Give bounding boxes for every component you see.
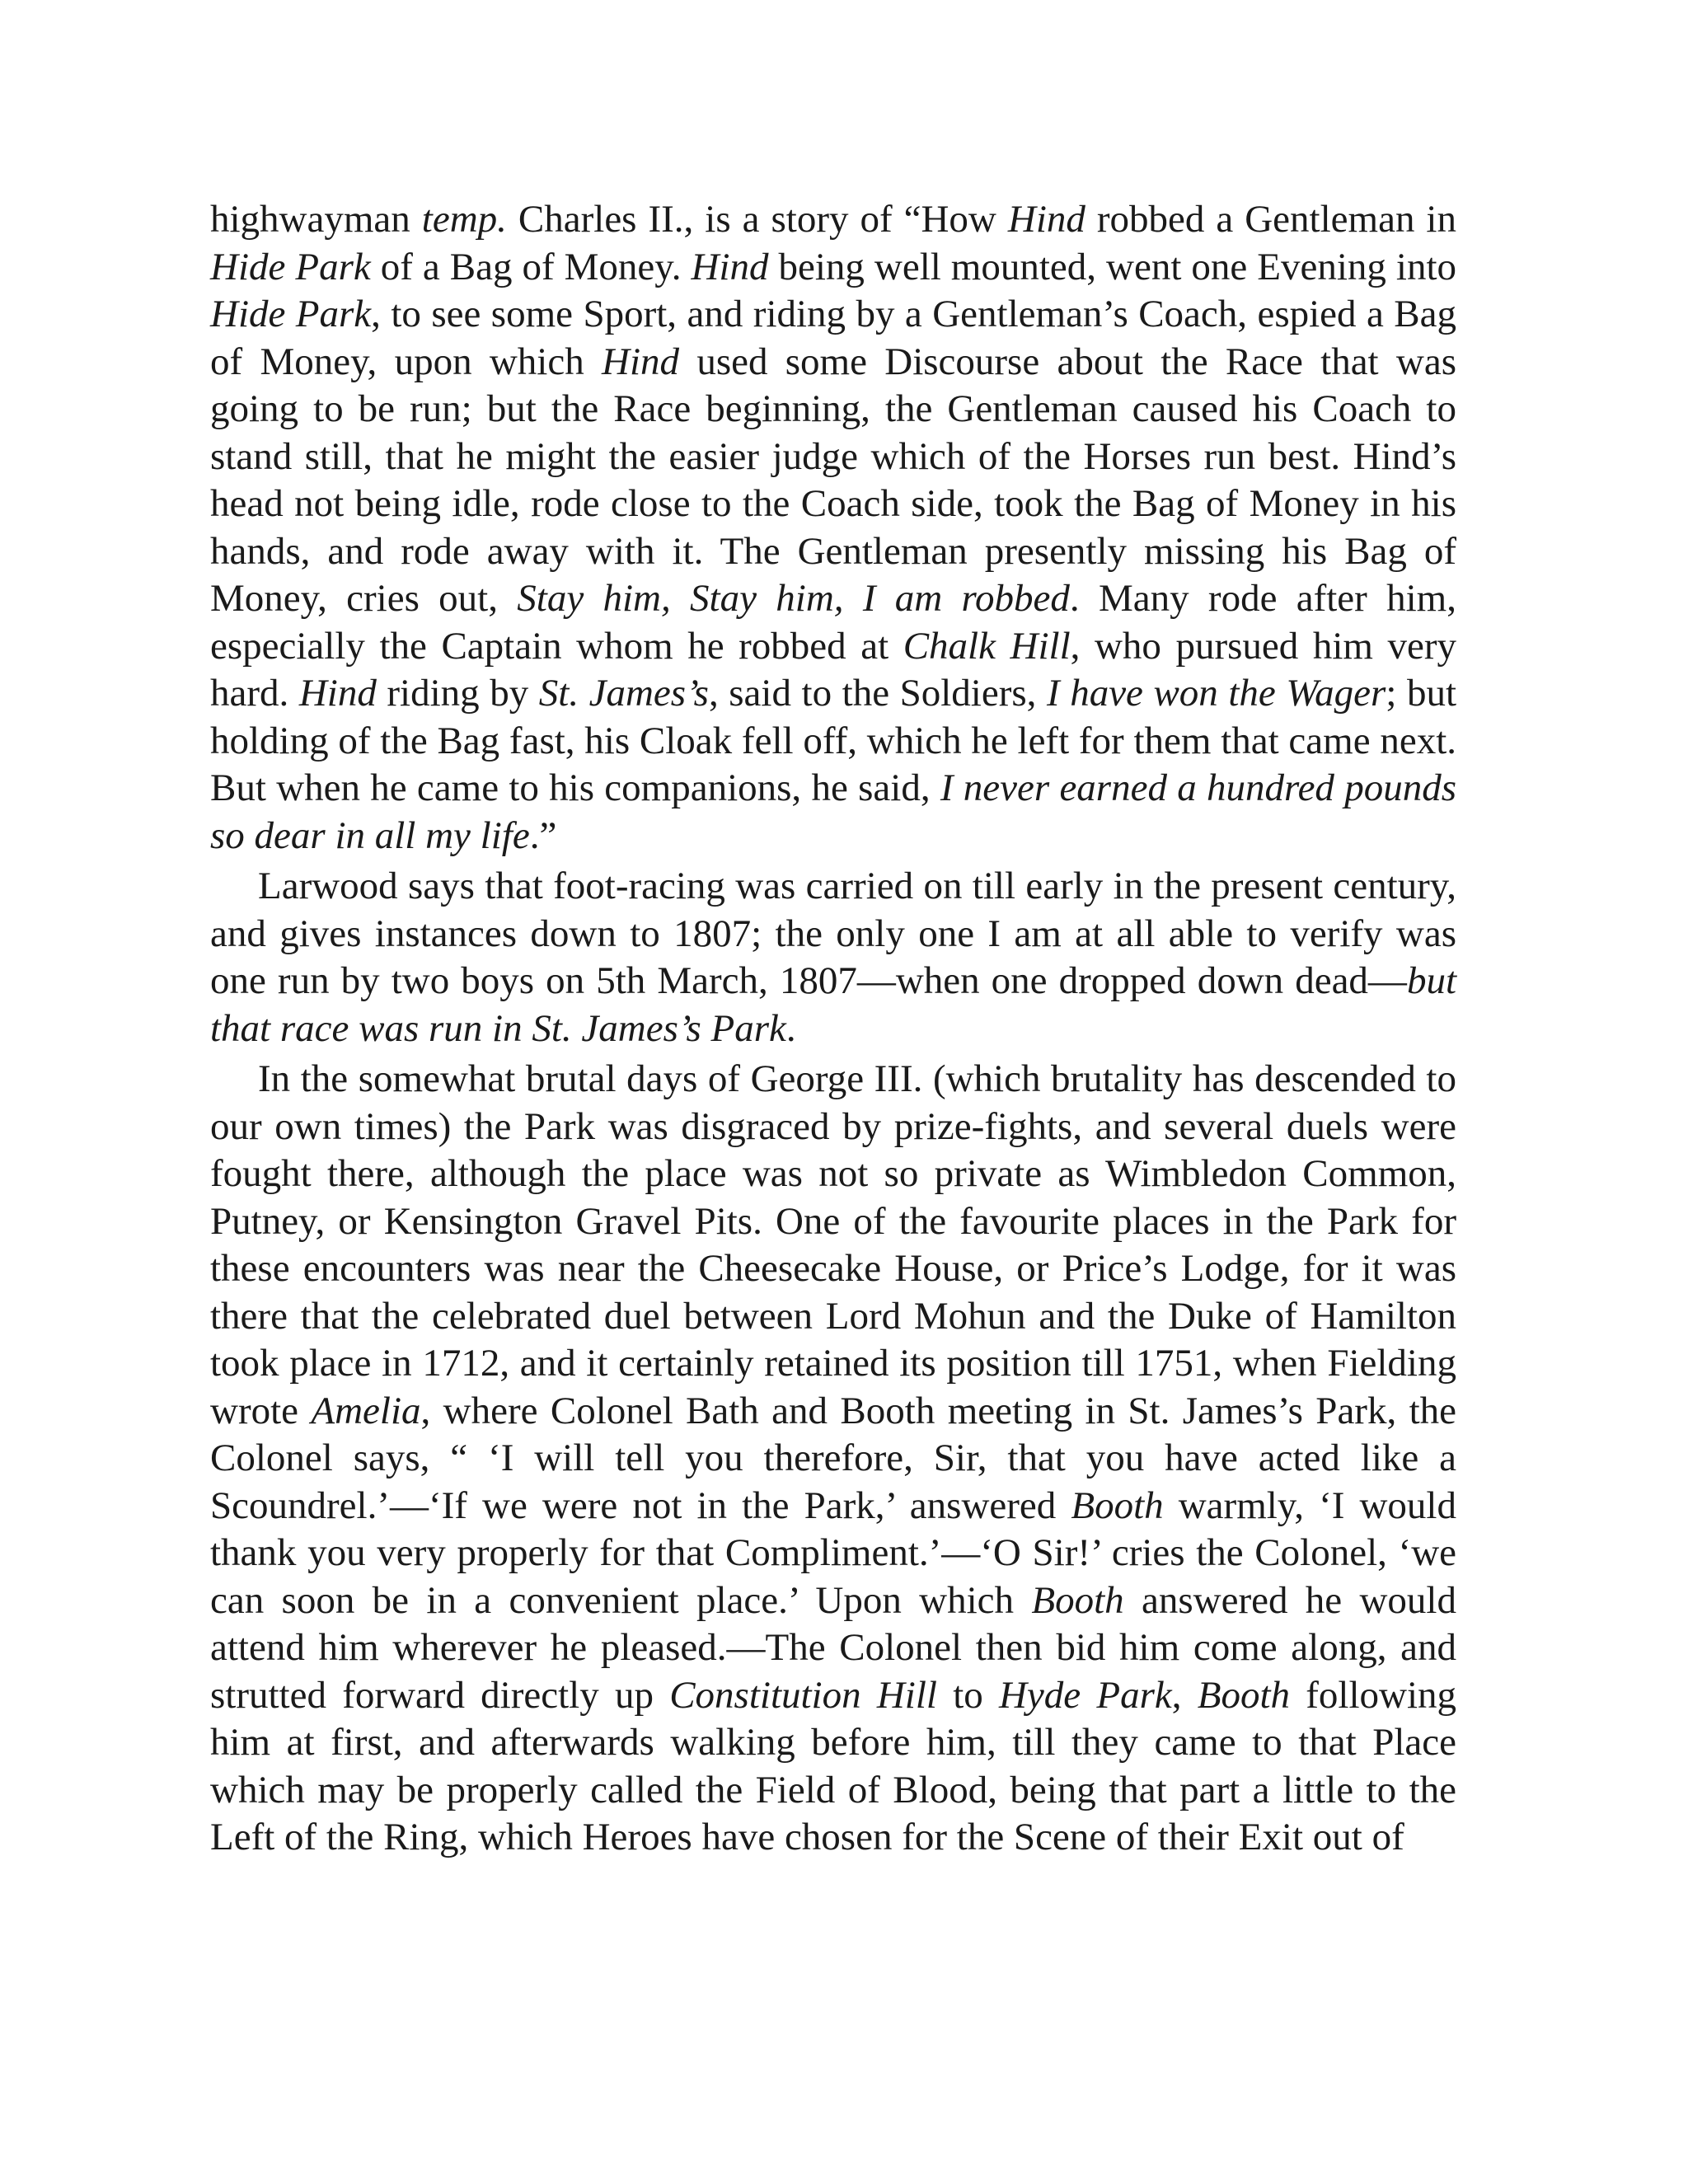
italic-text-run: I have won the Wager (1046, 672, 1386, 715)
italic-text-run: Hind (602, 340, 680, 383)
italic-text-run: Hind (298, 672, 377, 715)
italic-text-run: Hind (1007, 198, 1085, 241)
text-run: , said to the Soldiers, (708, 672, 1047, 715)
italic-text-run: Hind (691, 245, 769, 288)
italic-text-run: but that race was run in St. James’s Park (210, 959, 1456, 1050)
text-run: ; but holding of the Bag fast, his Cloak fell off, which he left for them that came next. But when he came to his companions, he said, (210, 672, 1456, 809)
text-run: .” (529, 813, 557, 857)
text-run: Charles II., is a story of “How (506, 198, 1008, 241)
text-run: , (1171, 1673, 1198, 1717)
text-run: answered he would attend him wherever he pleased.—The Colonel then bid him come along, and strutted forward directly up (210, 1578, 1456, 1717)
italic-text-run: Hyde Park (998, 1673, 1172, 1717)
text-run: . (785, 1006, 796, 1050)
text-run: used some Discourse about the Race that was going to be run; but the Race beginning, the Gentleman caused his Coach to stand still, that he might the easier judge which of the Horses run best. Hind’s head not being idle, rode close to the Coach side, took the Bag of Money in his hands, and rode away with it. The Gentleman presently missing his Bag of Money, cries out, (210, 340, 1456, 620)
text-run: being well mounted, went one Evening into (768, 245, 1456, 288)
text-run: robbed a Gentleman in (1085, 198, 1456, 241)
italic-text-run: Constitution Hill (669, 1673, 937, 1717)
text-run: In the somewhat brutal days of George III. (which brutality has descended to our own times) the Park was disgraced by prize-fights, and several duels were fought there, although the place was not so private as Wimbledon Common, Putney, or Kensington Gravel Pits. One of the favourite places in the Park for these encounters was near the Cheesecake House, or Price’s Lodge, for it was there that the celebrated duel between Lord Mohun and the Duke of Hamilton took place in 1712, and it certainly retained its position till 1751, when Fielding wrote (210, 1057, 1456, 1432)
body-text (210, 196, 1456, 1862)
italic-text-run: Amelia (311, 1389, 421, 1432)
text-run: Larwood says that foot-racing was carried on till early in the present century, and gives instances down to 1807; the only one I am at all able to verify was one run by two boys on 5th March, 1807—when one dropped down dead— (210, 865, 1456, 1002)
text-run: . Many rode after him, especially the Captain whom he robbed at (210, 577, 1456, 668)
text-run: following him at first, and afterwards walking before him, till they came to that Place which may be properly called the Field of Blood, being that part a little to the Left of the Ring, which Heroes have chosen for the Scene of their Exit out of (210, 1673, 1457, 1858)
text-run: , who pursued him very hard. (210, 624, 1457, 715)
italic-text-run: Hide Park (210, 245, 371, 288)
paragraph-duels (210, 1056, 1456, 1862)
italic-text-run: Stay him, Stay him, I am robbed (517, 577, 1070, 620)
paragraph-hind-story (210, 196, 1456, 860)
text-run: , to see some Sport, and riding by a Gentleman’s Coach, espied a Bag of Money, upon which (210, 293, 1456, 383)
italic-text-run: Hide Park (210, 293, 372, 335)
text-run: riding by (376, 672, 539, 715)
italic-text-run: Chalk Hill (903, 624, 1071, 668)
text-run: warmly, ‘I would thank you very properly for that Compliment.’—‘O Sir!’ cries the Colonel, ‘we can soon be in a convenient place.’ Upon which (210, 1483, 1456, 1622)
italic-text-run: temp. (421, 198, 507, 241)
italic-text-run: I never earned a hundred pounds so dear in all my life (210, 766, 1456, 857)
italic-text-run: Booth (1197, 1673, 1291, 1717)
paragraph-foot-racing (210, 863, 1456, 1052)
text-run: highwayman (210, 198, 422, 241)
italic-text-run: Booth (1071, 1483, 1164, 1527)
text-run: of a Bag of Money. (370, 245, 692, 288)
text-run: to (936, 1673, 999, 1717)
italic-text-run: St. James’s (538, 672, 709, 715)
italic-text-run: Booth (1031, 1578, 1124, 1622)
text-run: , where Colonel Bath and Booth meeting in St. James’s Park, the Colonel says, “ ‘I will tell you therefore, Sir, that you have acted like a Scoundrel.’—‘If we were not in the Park,’ answered (210, 1389, 1456, 1527)
